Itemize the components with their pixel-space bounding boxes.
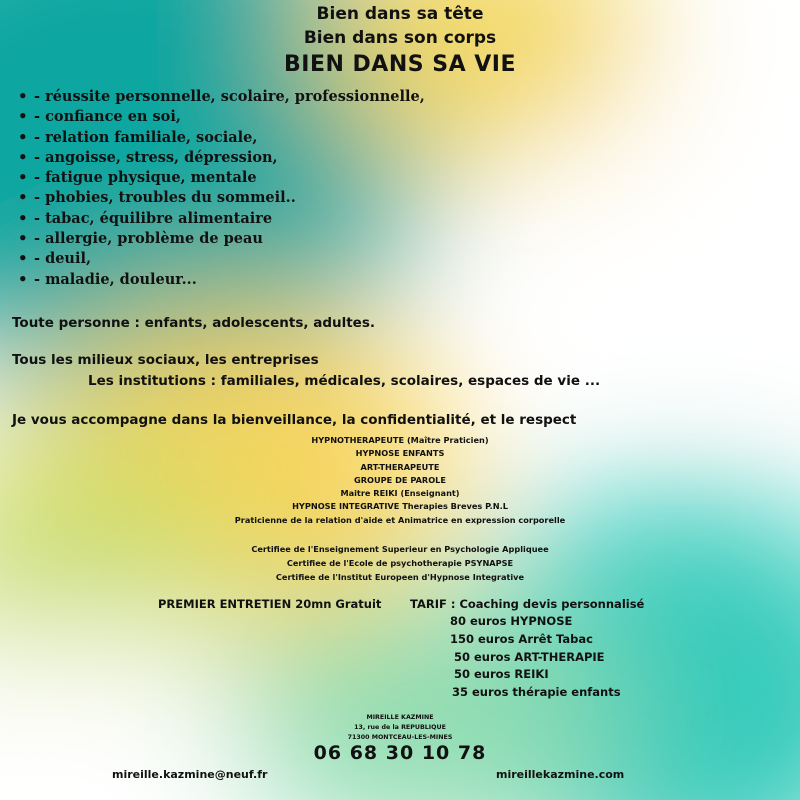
list-item: • - maladie, douleur... bbox=[18, 269, 425, 289]
list-item: • - tabac, équilibre alimentaire bbox=[18, 208, 425, 228]
qualification-item: ART-THERAPEUTE bbox=[360, 461, 440, 472]
phone-number[interactable]: 06 68 30 10 78 bbox=[313, 742, 487, 764]
list-item: • - angoisse, stress, dépression, bbox=[18, 147, 425, 167]
price-item: 80 euros HYPNOSE bbox=[450, 614, 573, 628]
qualifications-list bbox=[0, 434, 800, 527]
certification-item: Certifiee de l'Institut Europeen d'Hypnose Integrative bbox=[275, 572, 525, 582]
qualification-item: HYPNOSE ENFANTS bbox=[355, 448, 445, 459]
list-item: • - réussite personnelle, scolaire, professionnelle, bbox=[18, 86, 425, 106]
price-item: 150 euros Arrêt Tabac bbox=[450, 631, 593, 646]
audience-text: Toute personne : enfants, adolescents, adultes. bbox=[12, 315, 375, 331]
topics-list bbox=[18, 86, 425, 289]
price-item: 35 euros thérapie enfants bbox=[452, 685, 621, 700]
header-line-1: Bien dans sa tête bbox=[316, 4, 484, 24]
tarif-label: TARIF : Coaching devis personnalisé bbox=[410, 597, 645, 611]
list-item: • - deuil, bbox=[18, 248, 425, 268]
price-item: 50 euros REIKI bbox=[454, 667, 549, 682]
contact-name: MIREILLE KAZMINE bbox=[366, 714, 434, 721]
qualification-item: HYPNOTHERAPEUTE (Maître Praticien) bbox=[311, 435, 489, 445]
header-line-2: Bien dans son corps bbox=[303, 28, 497, 48]
qualification-item: HYPNOSE INTEGRATIVE Therapies Breves P.N.L bbox=[292, 501, 508, 512]
qualification-item: Maitre REIKI (Enseignant) bbox=[340, 488, 460, 499]
contact-address bbox=[0, 713, 800, 743]
list-item: • - confiance en soi, bbox=[18, 106, 425, 126]
milieux-line-2: Les institutions : familiales, médicales, scolaires, espaces de vie ... bbox=[88, 373, 601, 389]
list-item: • - phobies, troubles du sommeil.. bbox=[18, 187, 425, 207]
list-item: • - allergie, problème de peau bbox=[18, 228, 425, 248]
price-list bbox=[440, 613, 621, 702]
certifications-list bbox=[0, 542, 800, 584]
qualification-item: Praticienne de la relation d'aide et Animatrice en expression corporelle bbox=[234, 514, 566, 525]
milieux-line-1: Tous les milieux sociaux, les entreprises bbox=[12, 352, 319, 368]
certification-item: Certifiee de l'Ecole de psychotherapie PSYNAPSE bbox=[286, 558, 514, 568]
header-line-3: BIEN DANS SA VIE bbox=[283, 52, 517, 77]
list-item: • - relation familiale, sociale, bbox=[18, 127, 425, 147]
website-link[interactable]: mireillekazmine.com bbox=[496, 768, 625, 781]
contact-street: 13, rue de la REPUBLIQUE bbox=[354, 724, 446, 731]
price-item: 50 euros ART-THERAPIE bbox=[454, 649, 605, 664]
email-link[interactable]: mireille.kazmine@neuf.fr bbox=[112, 768, 268, 781]
premier-entretien: PREMIER ENTRETIEN 20mn Gratuit bbox=[158, 597, 382, 611]
list-item: • - fatigue physique, mentale bbox=[18, 167, 425, 187]
certification-item: Certifiee de l'Enseignement Superieur en Psychologie Appliquee bbox=[251, 544, 549, 554]
contact-city: 71300 MONTCEAU-LES-MINES bbox=[347, 734, 453, 741]
accompagne-text: Je vous accompagne dans la bienveillance, la confidentialité, et le respect bbox=[12, 412, 577, 428]
qualification-item: GROUPE DE PAROLE bbox=[354, 474, 446, 485]
